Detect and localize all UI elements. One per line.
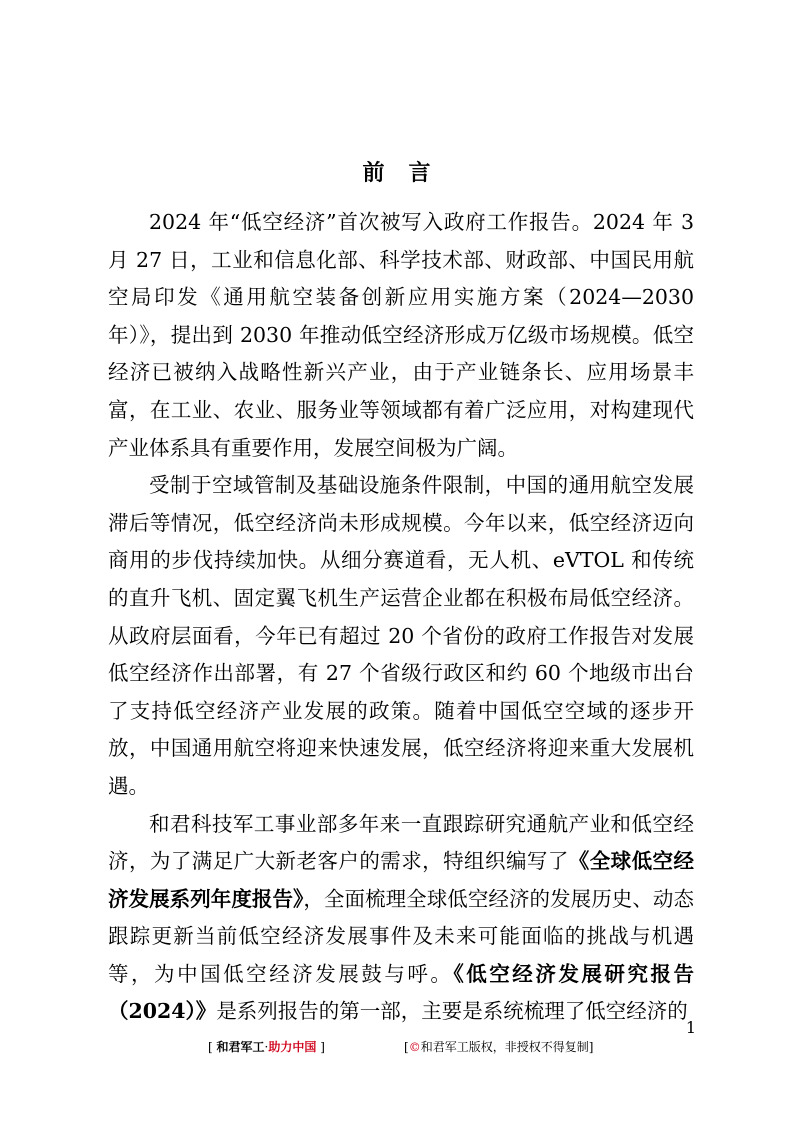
footer-brand — [208, 1038, 325, 1056]
footer-copyright-close: ] — [588, 1040, 594, 1054]
text-segment: 2024 年“低空经济”首次被写入政府工作报告。2024 年 3 月 27 日，工业和信息化部、科学技术部、财政部、中国民用航空局印发《通用航空装备创新应用实施方案（2024—2030 年）》，提出到 2030 年推动低空经济形成万亿级市场规模。低空经济已被纳入战略性新兴产业，由于产业链条长、应用场景丰富，在工业、农业、服务业等领域都有着广泛应用，对构建现代产业体系具有重要作用，发展空间极为广阔。 — [108, 210, 694, 460]
footer-copyright-text: 和君军工版权，非授权不得复制 — [420, 1040, 589, 1054]
page-title: 前言 — [362, 160, 455, 186]
footer-copyright — [404, 1038, 593, 1056]
text-segment: 是系列报告的第一部，主要是系统梳理了低空经济的 — [216, 999, 688, 1024]
footer-slogan: 助力中国 — [268, 1040, 317, 1054]
paragraph — [108, 806, 694, 1032]
text-segment: ，全面梳理全球低空经济的发展历史、动态跟踪更新当前低空经济发展事件及未来可能面临的挑战与机遇等，为中国低空经济发展鼓与呼。 — [108, 886, 694, 986]
bold-text-segment: 《全球低空经济发展系列年度报告》 — [108, 849, 695, 911]
document-body — [108, 204, 694, 1031]
footer-separator: · — [264, 1040, 269, 1054]
paragraph — [108, 204, 694, 467]
page-number: 1 — [685, 1018, 696, 1037]
footer-copyright-open: [ — [404, 1040, 409, 1054]
text-segment: 受制于空域管制及基础设施条件限制，中国的通用航空发展滞后等情况，低空经济尚未形成规模。今年以来，低空经济迈向商用的步伐持续加快。从细分赛道看，无人机、eVTOL 和传统的直升飞机、固定翼飞机生产运营企业都在积极布局低空经济。从政府层面看，今年已有超过 20 个省份的政府工作报告对发展低空经济作出部署，有 27 个省级行政区和约 60 个地级市出台了支持低空经济产业发展的政策。随着中国低空空域的逐步开放，中国通用航空将迎来快速发展，低空经济将迎来重大发展机遇。 — [108, 473, 694, 798]
paragraph — [108, 467, 694, 805]
text-segment: 和君科技军工事业部多年来一直跟踪研究通航产业和低空经济，为了满足广大新老客户的需求，特组织编写了 — [108, 811, 694, 874]
footer-brand-name: 和君军工 — [216, 1040, 265, 1054]
footer-bracket-close: ] — [320, 1040, 325, 1054]
copyright-icon: © — [408, 1040, 421, 1054]
footer-bracket-open: [ — [208, 1040, 213, 1054]
bold-text-segment: 《低空经济发展研究报告（2024）》 — [108, 961, 695, 1024]
